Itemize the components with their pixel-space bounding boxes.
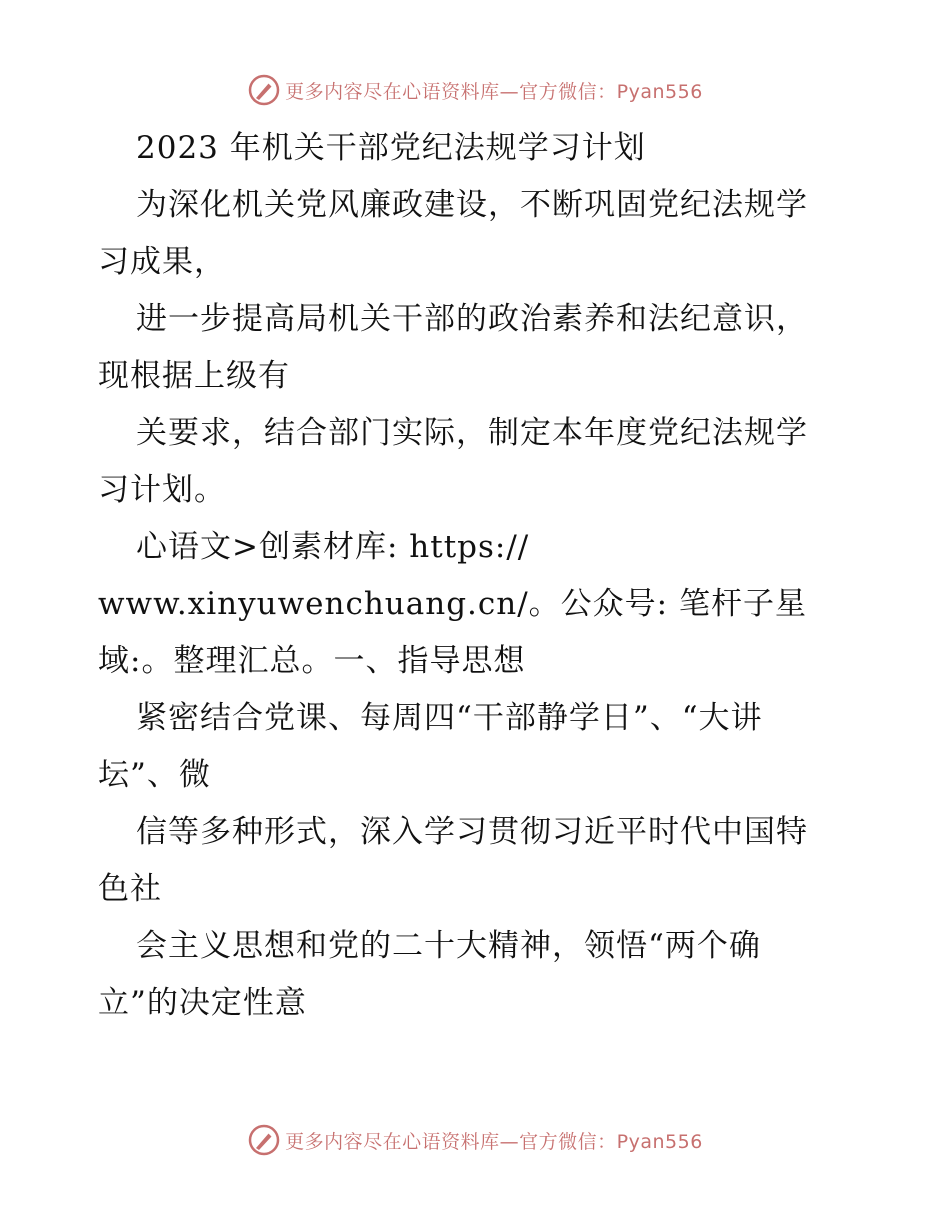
paragraph-line: 紧密结合党课、每周四“干部静学日”、“大讲: [136, 700, 763, 736]
paragraph-line: 心语文>创素材库: https://: [136, 529, 530, 565]
watermark-text: 更多内容尽在心语资料库—官方微信：Pyan556: [285, 1130, 703, 1153]
paragraph-line: 关要求，结合部门实际，制定本年度党纪法规学: [136, 415, 808, 451]
pen-logo-icon: [247, 73, 281, 107]
paragraph-line: 习成果，: [98, 244, 226, 280]
paragraph-line: 现根据上级有: [98, 358, 290, 394]
paragraph-line: 坛”、微: [98, 757, 211, 793]
paragraph-line: www.xinyuwenchuang.cn/。公众号: 笔杆子星: [98, 586, 807, 622]
paragraph-line: 为深化机关党风廉政建设，不断巩固党纪法规学: [136, 187, 808, 223]
paragraph-line: 信等多种形式，深入学习贯彻习近平时代中国特: [136, 814, 808, 850]
paragraph-line: 色社: [98, 871, 162, 907]
footer-watermark: [0, 1120, 950, 1160]
paragraph-line: 立”的决定性意: [98, 985, 307, 1021]
paragraph-line: 会主义思想和党的二十大精神，领悟“两个确: [136, 928, 761, 964]
header-watermark: [0, 70, 950, 110]
paragraph-line: 习计划。: [98, 472, 226, 508]
pen-logo-icon: [247, 1123, 281, 1157]
document-body: [98, 120, 858, 1032]
watermark-text: 更多内容尽在心语资料库—官方微信：Pyan556: [285, 80, 703, 103]
paragraph-line: 进一步提高局机关干部的政治素养和法纪意识，: [136, 301, 808, 337]
doc-title: 2023 年机关干部党纪法规学习计划: [136, 130, 646, 166]
paragraph-line: 域:。整理汇总。一、指导思想: [98, 643, 526, 679]
